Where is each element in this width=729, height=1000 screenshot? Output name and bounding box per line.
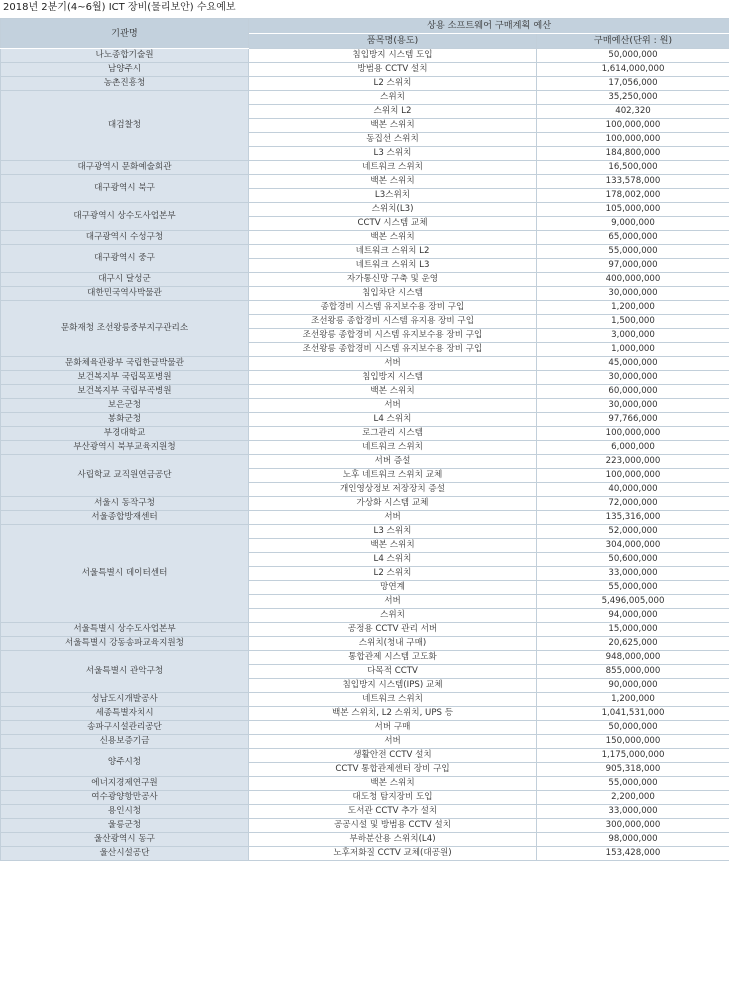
item-name: L3스위치 (249, 189, 537, 203)
org-name: 여수광양항만공사 (1, 791, 249, 805)
demand-forecast-table (0, 18, 729, 861)
item-name: 침입방지 시스템 도입 (249, 49, 537, 63)
table-row (1, 735, 729, 749)
table-row (1, 805, 729, 819)
org-name: 보건복지부 국립목포병원 (1, 371, 249, 385)
org-name: 대구시 달성군 (1, 273, 249, 287)
budget-amount: 94,000,000 (537, 609, 729, 623)
budget-amount: 30,000,000 (537, 287, 729, 301)
org-name: 에너지경제연구원 (1, 777, 249, 791)
org-name: 봉화군청 (1, 413, 249, 427)
item-name: 스위치(청내 구매) (249, 637, 537, 651)
item-name: 부하분산용 스위치(L4) (249, 833, 537, 847)
item-name: CCTV 통합관제센터 장비 구입 (249, 763, 537, 777)
org-name: 용인시청 (1, 805, 249, 819)
table-row (1, 847, 729, 861)
table-row (1, 175, 729, 189)
budget-amount: 5,496,005,000 (537, 595, 729, 609)
budget-amount: 72,000,000 (537, 497, 729, 511)
org-name: 서울특별시 관악구청 (1, 651, 249, 693)
item-name: 방범용 CCTV 설치 (249, 63, 537, 77)
budget-amount: 55,000,000 (537, 581, 729, 595)
budget-amount: 50,000,000 (537, 721, 729, 735)
item-name: 침입차단 시스템 (249, 287, 537, 301)
budget-amount: 1,200,000 (537, 693, 729, 707)
budget-amount: 100,000,000 (537, 133, 729, 147)
item-name: 자가통신망 구축 및 운영 (249, 273, 537, 287)
org-name: 울릉군청 (1, 819, 249, 833)
org-name: 신용보증기금 (1, 735, 249, 749)
budget-amount: 105,000,000 (537, 203, 729, 217)
item-name: 노후 네트워크 스위치 교체 (249, 469, 537, 483)
item-name: 노후저화질 CCTV 교체(대공원) (249, 847, 537, 861)
budget-amount: 100,000,000 (537, 469, 729, 483)
budget-amount: 402,320 (537, 105, 729, 119)
budget-amount: 33,000,000 (537, 567, 729, 581)
table-row (1, 91, 729, 105)
table-row (1, 777, 729, 791)
item-name: 백본 스위치 (249, 175, 537, 189)
org-name: 세종특별자치시 (1, 707, 249, 721)
org-name: 대검찰청 (1, 91, 249, 161)
org-name: 부산광역시 북부교육지원청 (1, 441, 249, 455)
budget-amount: 3,000,000 (537, 329, 729, 343)
org-name: 농촌진흥청 (1, 77, 249, 91)
table-row (1, 651, 729, 665)
item-name: L4 스위치 (249, 413, 537, 427)
budget-amount: 1,500,000 (537, 315, 729, 329)
item-name: 스위치 (249, 91, 537, 105)
org-name: 서울종합방재센터 (1, 511, 249, 525)
org-name: 양주시청 (1, 749, 249, 777)
budget-amount: 100,000,000 (537, 427, 729, 441)
org-name: 대구광역시 문화예술회관 (1, 161, 249, 175)
budget-amount: 1,200,000 (537, 301, 729, 315)
table-row (1, 49, 729, 63)
item-name: 대도청 탐지장비 도입 (249, 791, 537, 805)
item-name: 침입방지 시스템(IPS) 교체 (249, 679, 537, 693)
item-name: 스위치 (249, 609, 537, 623)
org-name: 대구광역시 상수도사업본부 (1, 203, 249, 231)
org-name: 서울시 동작구청 (1, 497, 249, 511)
item-name: 네트워크 스위치 L3 (249, 259, 537, 273)
item-name: 스위치(L3) (249, 203, 537, 217)
budget-amount: 135,316,000 (537, 511, 729, 525)
item-name: 스위치 L2 (249, 105, 537, 119)
item-name: 백본 스위치 (249, 777, 537, 791)
budget-amount: 1,041,531,000 (537, 707, 729, 721)
budget-amount: 133,578,000 (537, 175, 729, 189)
item-name: L4 스위치 (249, 553, 537, 567)
item-name: 서버 (249, 735, 537, 749)
budget-amount: 9,000,000 (537, 217, 729, 231)
org-name: 대구광역시 수성구청 (1, 231, 249, 245)
table-row (1, 525, 729, 539)
budget-amount: 35,250,000 (537, 91, 729, 105)
table-row (1, 497, 729, 511)
org-name: 보건복지부 국립부곡병원 (1, 385, 249, 399)
item-name: 서버 (249, 595, 537, 609)
table-row (1, 455, 729, 469)
item-name: 침입방지 시스템 (249, 371, 537, 385)
table-row (1, 693, 729, 707)
budget-amount: 60,000,000 (537, 385, 729, 399)
item-name: 백본 스위치 (249, 385, 537, 399)
item-name: 네트워크 스위치 L2 (249, 245, 537, 259)
budget-amount: 65,000,000 (537, 231, 729, 245)
table-body (1, 49, 729, 861)
budget-amount: 855,000,000 (537, 665, 729, 679)
table-row (1, 637, 729, 651)
budget-amount: 223,000,000 (537, 455, 729, 469)
table-row (1, 371, 729, 385)
item-name: 서버 증설 (249, 455, 537, 469)
table-row (1, 833, 729, 847)
budget-amount: 17,056,000 (537, 77, 729, 91)
table-row (1, 399, 729, 413)
budget-amount: 1,614,000,000 (537, 63, 729, 77)
budget-amount: 100,000,000 (537, 119, 729, 133)
budget-amount: 2,200,000 (537, 791, 729, 805)
budget-amount: 150,000,000 (537, 735, 729, 749)
budget-amount: 400,000,000 (537, 273, 729, 287)
item-name: 조선왕릉 종합경비 시스템 유지용 장비 구입 (249, 315, 537, 329)
item-name: 네트워크 스위치 (249, 161, 537, 175)
item-name: 망연계 (249, 581, 537, 595)
org-name: 울산시설공단 (1, 847, 249, 861)
item-name: 서버 구매 (249, 721, 537, 735)
table-row (1, 161, 729, 175)
budget-amount: 33,000,000 (537, 805, 729, 819)
budget-amount: 52,000,000 (537, 525, 729, 539)
budget-amount: 97,766,000 (537, 413, 729, 427)
item-name: L2 스위치 (249, 77, 537, 91)
org-name: 성남도시개발공사 (1, 693, 249, 707)
table-row (1, 63, 729, 77)
item-name: 네트워크 스위치 (249, 693, 537, 707)
table-row (1, 441, 729, 455)
item-name: L2 스위치 (249, 567, 537, 581)
table-row (1, 301, 729, 315)
item-name: 서버 (249, 399, 537, 413)
item-name: 개인영상정보 저장장치 증설 (249, 483, 537, 497)
budget-amount: 153,428,000 (537, 847, 729, 861)
item-name: 공공시설 및 방범용 CCTV 설치 (249, 819, 537, 833)
org-name: 문화체육관광부 국립한글박물관 (1, 357, 249, 371)
table-row (1, 203, 729, 217)
org-name: 서울특별시 강동송파교육지원청 (1, 637, 249, 651)
table-row (1, 511, 729, 525)
item-name: 서버 (249, 357, 537, 371)
table-row (1, 707, 729, 721)
budget-amount: 90,000,000 (537, 679, 729, 693)
table-row (1, 385, 729, 399)
item-name: 네트워크 스위치 (249, 441, 537, 455)
item-name: 도서관 CCTV 추가 설치 (249, 805, 537, 819)
item-name: 백본 스위치 (249, 119, 537, 133)
item-name: 조선왕릉 종합경비 시스템 유지보수용 장비 구입 (249, 329, 537, 343)
budget-amount: 55,000,000 (537, 777, 729, 791)
org-name: 서울특별시 상수도사업본부 (1, 623, 249, 637)
budget-amount: 184,800,000 (537, 147, 729, 161)
org-name: 나노종합기술원 (1, 49, 249, 63)
org-name: 대구광역시 중구 (1, 245, 249, 273)
table-row (1, 287, 729, 301)
item-name: 백본 스위치 (249, 231, 537, 245)
budget-amount: 1,175,000,000 (537, 749, 729, 763)
table-row (1, 245, 729, 259)
table-row (1, 427, 729, 441)
budget-amount: 1,000,000 (537, 343, 729, 357)
table-row (1, 231, 729, 245)
org-name: 울산광역시 동구 (1, 833, 249, 847)
budget-amount: 6,000,000 (537, 441, 729, 455)
item-name: 종합경비 시스템 유지보수용 장비 구입 (249, 301, 537, 315)
budget-amount: 16,500,000 (537, 161, 729, 175)
page-title: 2018년 2분기(4~6월) ICT 장비(물리보안) 수요예보 (3, 2, 236, 13)
item-name: 가상화 시스템 교체 (249, 497, 537, 511)
table-row (1, 791, 729, 805)
item-name: 서버 (249, 511, 537, 525)
budget-amount: 50,600,000 (537, 553, 729, 567)
item-name: 백본 스위치, L2 스위치, UPS 등 (249, 707, 537, 721)
budget-amount: 50,000,000 (537, 49, 729, 63)
item-name: 다목적 CCTV (249, 665, 537, 679)
header-group: 상용 소프트웨어 구매계획 예산 (249, 19, 729, 34)
budget-amount: 304,000,000 (537, 539, 729, 553)
table-row (1, 413, 729, 427)
org-name: 대한민국역사박물관 (1, 287, 249, 301)
org-name: 보은군청 (1, 399, 249, 413)
budget-amount: 20,625,000 (537, 637, 729, 651)
budget-amount: 98,000,000 (537, 833, 729, 847)
item-name: 통합관제 시스템 고도화 (249, 651, 537, 665)
item-name: L3 스위치 (249, 147, 537, 161)
table-row (1, 819, 729, 833)
org-name: 대구광역시 북구 (1, 175, 249, 203)
budget-amount: 40,000,000 (537, 483, 729, 497)
budget-amount: 45,000,000 (537, 357, 729, 371)
table-row (1, 623, 729, 637)
budget-amount: 300,000,000 (537, 819, 729, 833)
budget-amount: 30,000,000 (537, 399, 729, 413)
org-name: 부경대학교 (1, 427, 249, 441)
item-name: 공정용 CCTV 관리 서버 (249, 623, 537, 637)
item-name: CCTV 시스템 교체 (249, 217, 537, 231)
budget-amount: 30,000,000 (537, 371, 729, 385)
item-name: L3 스위치 (249, 525, 537, 539)
budget-amount: 948,000,000 (537, 651, 729, 665)
org-name: 문화재청 조선왕릉중부지구관리소 (1, 301, 249, 357)
org-name: 송파구시설관리공단 (1, 721, 249, 735)
table-row (1, 77, 729, 91)
table-row (1, 749, 729, 763)
table-row (1, 721, 729, 735)
item-name: 로그관리 시스템 (249, 427, 537, 441)
table-row (1, 273, 729, 287)
org-name: 남양주시 (1, 63, 249, 77)
item-name: 백본 스위치 (249, 539, 537, 553)
header-budget: 구매예산(단위 : 원) (537, 34, 729, 49)
table-row (1, 357, 729, 371)
budget-amount: 97,000,000 (537, 259, 729, 273)
org-name: 서울특별시 데이터센터 (1, 525, 249, 623)
budget-amount: 905,318,000 (537, 763, 729, 777)
budget-amount: 178,002,000 (537, 189, 729, 203)
org-name: 사립학교 교직원연금공단 (1, 455, 249, 497)
header-item: 품목명(용도) (249, 34, 537, 49)
item-name: 조선왕릉 종합경비 시스템 유지보수용 장비 구입 (249, 343, 537, 357)
header-org: 기관명 (1, 19, 249, 49)
budget-amount: 15,000,000 (537, 623, 729, 637)
item-name: 생활안전 CCTV 설치 (249, 749, 537, 763)
item-name: 동집선 스위치 (249, 133, 537, 147)
budget-amount: 55,000,000 (537, 245, 729, 259)
